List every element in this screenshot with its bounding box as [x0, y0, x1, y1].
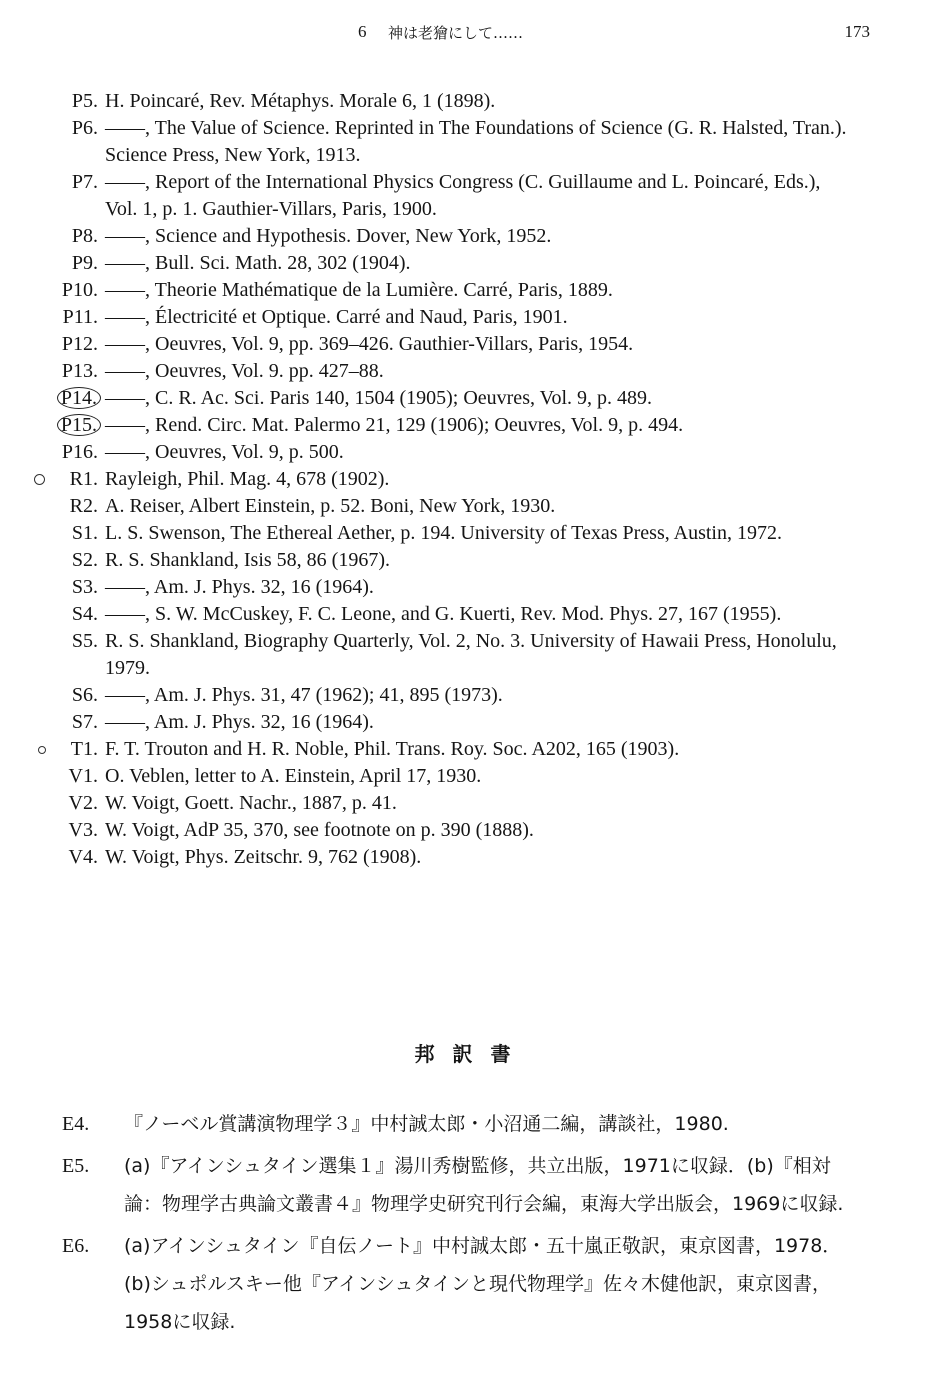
- reference-label: V2.: [68, 792, 98, 814]
- reference-text: ——, C. R. Ac. Sci. Paris 140, 1504 (1905); Oeuvres, Vol. 9, p. 489.: [105, 387, 653, 409]
- reference-item: [0, 736, 943, 763]
- reference-item: [0, 520, 943, 547]
- chapter-title: 神は老獪にして……: [388, 24, 524, 42]
- reference-text: ——, Électricité et Optique. Carré and Naud, Paris, 1901.: [105, 306, 568, 328]
- reference-item: [0, 574, 943, 601]
- reference-text: W. Voigt, Phys. Zeitschr. 9, 762 (1908).: [105, 846, 422, 868]
- reference-text: ——, Am. J. Phys. 32, 16 (1964).: [105, 711, 374, 733]
- reference-text: ——, Report of the International Physics Congress (C. Guillaume and L. Poincaré, Eds.), Vol. 1, p. 1. Gauthier-Villars, Paris, 1900.: [105, 171, 821, 220]
- reference-text: ——, Oeuvres, Vol. 9, p. 500.: [105, 441, 344, 463]
- reference-item: [0, 331, 943, 358]
- translation-label: E4.: [62, 1113, 90, 1135]
- reference-label: V3.: [68, 819, 98, 841]
- reference-item: [0, 790, 943, 817]
- reference-text: R. S. Shankland, Isis 58, 86 (1967).: [105, 549, 390, 571]
- reference-label: S5.: [71, 630, 98, 652]
- running-header: [0, 22, 943, 48]
- reference-label: T1.: [70, 738, 98, 760]
- reference-label: P9.: [71, 252, 98, 274]
- reference-text: ——, Bull. Sci. Math. 28, 302 (1904).: [105, 252, 411, 274]
- reference-text: H. Poincaré, Rev. Métaphys. Morale 6, 1 (1898).: [105, 90, 496, 112]
- reference-text: F. T. Trouton and H. R. Noble, Phil. Trans. Roy. Soc. A202, 165 (1903).: [105, 738, 680, 760]
- chapter-number: 6: [358, 22, 367, 41]
- reference-text: ——, Oeuvres, Vol. 9. pp. 427–88.: [105, 360, 384, 382]
- reference-label: P13.: [61, 360, 98, 382]
- reference-text: O. Veblen, letter to A. Einstein, April 17, 1930.: [105, 765, 482, 787]
- reference-label: P6.: [71, 117, 98, 139]
- reference-label: S7.: [71, 711, 98, 733]
- reference-label: S6.: [71, 684, 98, 706]
- reference-item: [0, 709, 943, 736]
- reference-text: ——, Am. J. Phys. 31, 47 (1962); 41, 895 (1973).: [105, 684, 503, 706]
- translation-item: [0, 1147, 943, 1223]
- reference-text: R. S. Shankland, Biography Quarterly, Vol. 2, No. 3. University of Hawaii Press, Honolulu, 1979.: [105, 630, 837, 679]
- reference-label: P8.: [71, 225, 98, 247]
- translation-text: 『ノーベル賞講演物理学３』中村誠太郎・小沼通二編，講談社，1980.: [124, 1113, 729, 1135]
- reference-item: [0, 250, 943, 277]
- reference-item: [0, 88, 943, 115]
- translation-text: (a)アインシュタイン『自伝ノート』中村誠太郎・五十嵐正敬訳，東京図書，1978．(b)シュポルスキー他『アインシュタインと現代物理学』佐々木健他訳，東京図書，1958に収録.: [124, 1235, 842, 1333]
- reference-item: [0, 628, 943, 682]
- section-heading: 邦訳書: [414, 1042, 529, 1066]
- reference-label: P15.: [30, 412, 98, 439]
- reference-text: A. Reiser, Albert Einstein, p. 52. Boni, New York, 1930.: [105, 495, 556, 517]
- reference-text: L. S. Swenson, The Ethereal Aether, p. 194. University of Texas Press, Austin, 1972.: [105, 522, 782, 544]
- reference-item: [0, 682, 943, 709]
- reference-item: [0, 385, 943, 412]
- reference-item: [0, 358, 943, 385]
- reference-label: P14.: [30, 385, 98, 412]
- reference-label: P16.: [61, 441, 98, 463]
- reference-item: [0, 277, 943, 304]
- reference-item: [0, 763, 943, 790]
- page-number: 173: [844, 22, 870, 41]
- translation-label: E5.: [62, 1155, 90, 1177]
- reference-label: P7.: [71, 171, 98, 193]
- reference-text: ——, Oeuvres, Vol. 9, pp. 369–426. Gauthier-Villars, Paris, 1954.: [105, 333, 634, 355]
- reference-item: [0, 412, 943, 439]
- reference-label: S3.: [71, 576, 98, 598]
- reference-label: S4.: [71, 603, 98, 625]
- reference-text: W. Voigt, Goett. Nachr., 1887, p. 41.: [105, 792, 397, 814]
- translation-item: [0, 1105, 943, 1143]
- reference-item: [0, 439, 943, 466]
- reference-label: R2.: [69, 495, 98, 517]
- japanese-translation-list: [0, 1105, 943, 1345]
- reference-item: [0, 115, 943, 169]
- reference-text: Rayleigh, Phil. Mag. 4, 678 (1902).: [105, 468, 390, 490]
- reference-label: V4.: [68, 846, 98, 868]
- translation-label: E6.: [62, 1235, 90, 1257]
- reference-text: ——, Rend. Circ. Mat. Palermo 21, 129 (1906); Oeuvres, Vol. 9, p. 494.: [105, 414, 684, 436]
- reference-item: [0, 844, 943, 871]
- reference-label: P11.: [62, 306, 98, 328]
- reference-label: P12.: [61, 333, 98, 355]
- reference-item: [0, 169, 943, 223]
- reference-text: ——, Science and Hypothesis. Dover, New York, 1952.: [105, 225, 552, 247]
- reference-label: V1.: [68, 765, 98, 787]
- reference-text: ——, S. W. McCuskey, F. C. Leone, and G. Kuerti, Rev. Mod. Phys. 27, 167 (1955).: [105, 603, 782, 625]
- reference-text: W. Voigt, AdP 35, 370, see footnote on p. 390 (1888).: [105, 819, 534, 841]
- reference-item: [0, 304, 943, 331]
- reference-item: [0, 601, 943, 628]
- reference-text: ——, Am. J. Phys. 32, 16 (1964).: [105, 576, 374, 598]
- translation-text: (a)『アインシュタイン選集１』湯川秀樹監修，共立出版，1971に収録．(b)『相対論：物理学古典論文叢書４』物理学史研究刊行会編，東海大学出版会，1969に収録.: [124, 1155, 844, 1215]
- reference-item: [0, 547, 943, 574]
- reference-item: [0, 817, 943, 844]
- reference-label: S1.: [71, 522, 98, 544]
- reference-item: [0, 223, 943, 250]
- reference-list: [0, 88, 943, 871]
- reference-label: P5.: [71, 90, 98, 112]
- reference-label: S2.: [71, 549, 98, 571]
- translation-item: [0, 1227, 943, 1341]
- reference-item: [0, 493, 943, 520]
- reference-label: R1.: [69, 468, 98, 490]
- reference-text: ——, The Value of Science. Reprinted in The Foundations of Science (G. R. Halsted, Tran.). Science Press, New York, 1913.: [105, 117, 847, 166]
- reference-text: ——, Theorie Mathématique de la Lumière. Carré, Paris, 1889.: [105, 279, 613, 301]
- reference-item: [0, 466, 943, 493]
- reference-label: P10.: [61, 279, 98, 301]
